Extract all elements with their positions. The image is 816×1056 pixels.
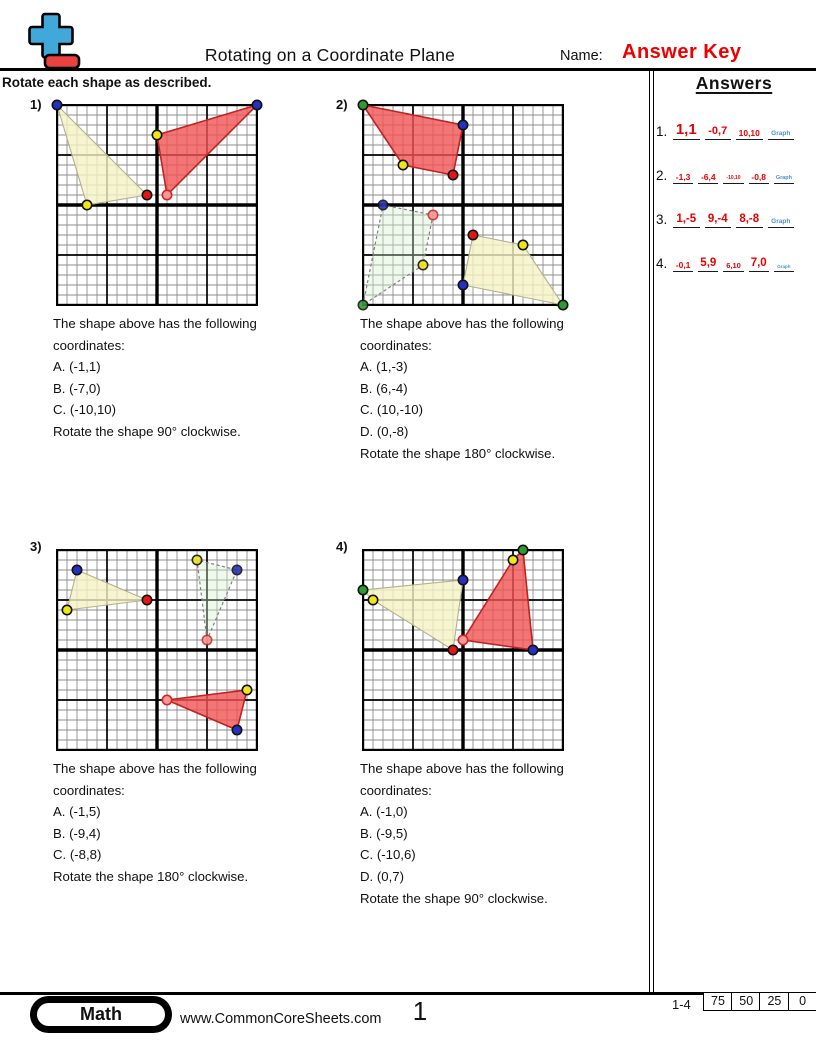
yellow-vertex-dot [518,240,527,249]
problem-text-line: D. (0,7) [360,868,404,884]
problem-text-line: coordinates: [360,337,432,353]
coordinate-grid [56,549,258,751]
yellow-vertex-dot [508,555,517,564]
problem-text [53,758,353,888]
answer-value: 8,-8 [736,214,763,229]
instruction-text: Rotate each shape as described. [2,75,212,90]
problem-number: 1) [30,97,42,112]
minus-icon [45,55,79,68]
red-vertex-dot [142,595,151,604]
answer-value: -1,3 [673,173,693,185]
answer-value: 7,0 [749,258,769,273]
problem-text-line: C. (-8,8) [53,847,102,863]
website-text: www.CommonCoreSheets.com [180,1011,382,1027]
answer-value: -0,7 [705,126,732,140]
problem-grid [56,549,258,751]
problem-number: 4) [336,539,348,554]
problem-text-line: D. (0,-8) [360,423,409,439]
blue-vertex-dot [458,575,467,584]
problem-grid [362,104,564,306]
problem-grid [362,549,564,751]
coordinate-grid [362,104,564,306]
blue-vertex-dot [378,200,387,209]
coordinate-grid [56,104,258,306]
problem-text-line: coordinates: [53,782,125,798]
green-vertex-dot [358,100,367,109]
red-vertex-dot [142,190,151,199]
problem-text-line: Rotate the shape 180° clockwise. [360,445,556,461]
problem-number: 3) [30,539,42,554]
graph-link[interactable]: Graph [774,176,794,185]
answer-number: 4. [656,256,668,271]
red-vertex-dot [428,210,437,219]
answer-blanks [673,258,794,273]
yellow-vertex-dot [398,160,407,169]
answer-value: 10,10 [736,129,763,141]
problem-number: 2) [336,97,348,112]
red-vertex-dot [458,635,467,644]
answer-blanks [673,122,794,140]
problem-text-line: The shape above has the following [53,316,257,331]
green-vertex-dot [558,300,567,309]
problem-text [360,313,660,464]
problem-text-line: B. (-9,5) [360,825,408,841]
problem-text-line: The shape above has the following [360,316,564,331]
green-vertex-dot [358,300,367,309]
yellow-vertex-dot [242,685,251,694]
red-vertex-dot [162,695,171,704]
problem-text-line: C. (-10,6) [360,847,416,863]
answers-title: Answers [695,73,773,93]
blue-vertex-dot [52,100,61,109]
green-vertex-dot [358,585,367,594]
blue-vertex-dot [72,565,81,574]
problem-grid [56,104,258,306]
answer-key-label: Answer Key [622,41,742,63]
answer-value: 1,-5 [673,214,700,229]
yellow-vertex-dot [62,605,71,614]
score-range-label: 1-4 [672,997,691,1012]
graph-link[interactable]: Graph [774,265,794,273]
blue-vertex-dot [232,565,241,574]
header-rule [0,68,816,71]
graph-link[interactable]: Graph [768,219,795,229]
blue-vertex-dot [252,100,261,109]
answer-value: -0,8 [749,173,769,185]
answer-item [656,251,794,272]
answer-blanks [673,214,794,229]
yellow-vertex-dot [152,130,161,139]
name-label: Name: [560,48,603,64]
score-table [703,992,816,1011]
problem-text-line: B. (-7,0) [53,380,101,396]
plus-minus-logo [28,11,82,71]
yellow-vertex-dot [82,200,91,209]
answer-value: -6,4 [698,173,718,185]
problem-text-line: B. (-9,4) [53,825,101,841]
problem-text-line: coordinates: [53,337,125,353]
blue-vertex-dot [528,645,537,654]
answer-value: 6,10 [723,262,743,273]
answer-item [656,119,794,140]
answer-number: 2. [656,168,668,183]
answer-value: 9,-4 [705,214,732,229]
red-vertex-dot [448,645,457,654]
answer-value: -0,1 [673,261,693,273]
coordinate-grid [362,549,564,751]
yellow-vertex-dot [418,260,427,269]
page-number: 1 [412,996,428,1026]
score-cell: 50 [731,992,761,1011]
answers-list [656,119,794,295]
red-vertex-dot [468,230,477,239]
answer-value: 1,1 [673,122,700,140]
problem-text-line: C. (-10,10) [53,402,117,418]
worksheet-title: Rotating on a Coordinate Plane [204,45,456,65]
problem-text-line: A. (-1,5) [53,804,101,820]
problem-text-line: Rotate the shape 180° clockwise. [53,868,249,884]
yellow-vertex-dot [192,555,201,564]
blue-vertex-dot [232,725,241,734]
graph-link[interactable]: Graph [768,131,795,141]
problem-text [53,313,353,443]
answer-number: 1. [656,124,668,139]
problem-text-line: A. (-1,0) [360,804,408,820]
red-vertex-dot [202,635,211,644]
problem-text-line: Rotate the shape 90° clockwise. [53,423,241,439]
score-cell: 0 [788,992,816,1011]
problem-text-line: A. (1,-3) [360,359,408,375]
answer-item [656,163,794,184]
problem-text-line: coordinates: [360,782,432,798]
problem-text-line: C. (10,-10) [360,402,424,418]
problem-text-line: B. (6,-4) [360,380,408,396]
problem-text-line: A. (-1,1) [53,359,101,375]
score-cell: 25 [759,992,789,1011]
problem-text-line: The shape above has the following [53,761,257,776]
answer-item [656,207,794,228]
score-cell: 75 [703,992,733,1011]
answer-blanks [673,173,794,185]
problem-text [360,758,660,909]
problem-text-line: The shape above has the following [360,761,564,776]
subject-label: Math [35,1001,167,1028]
green-vertex-dot [518,545,527,554]
answer-value: 5,9 [698,258,718,273]
answer-value: -10,10 [723,176,743,184]
yellow-vertex-dot [368,595,377,604]
answer-number: 3. [656,212,668,227]
plus-icon [30,14,73,58]
red-vertex-dot [162,190,171,199]
footer-rule [0,992,816,995]
red-vertex-dot [448,170,457,179]
blue-vertex-dot [458,280,467,289]
blue-vertex-dot [458,120,467,129]
problem-text-line: Rotate the shape 90° clockwise. [360,890,548,906]
